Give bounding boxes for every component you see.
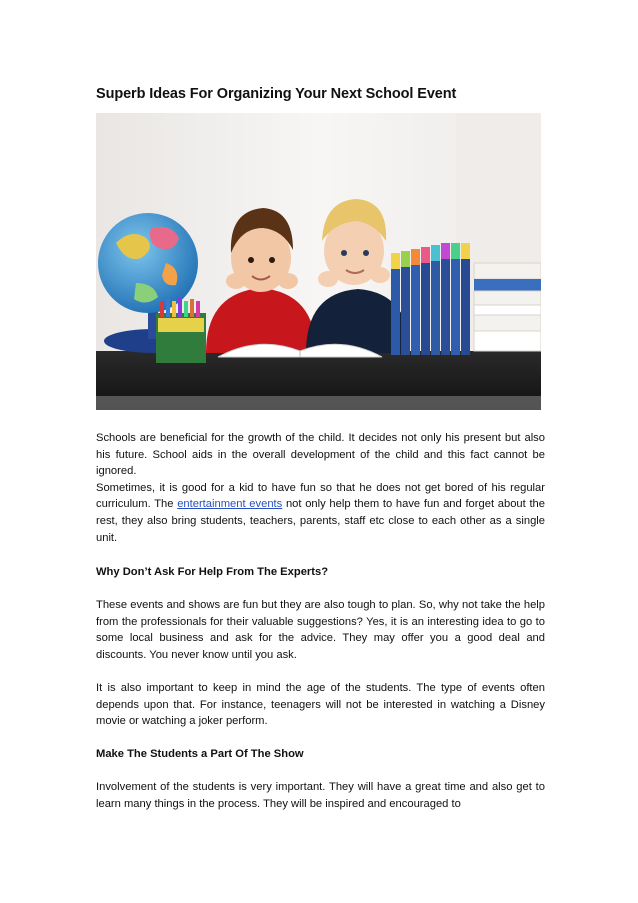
section-heading-students: Make The Students a Part Of The Show [96, 748, 304, 760]
intro-p2-end: not only help them to have fun and forget about the rest, they also bring students, teachers, parents, staff etc close to each other as a single unit. [96, 498, 546, 544]
intro-paragraph-1: Schools are beneficial for the growth of the child. It decides not only his present but also his future. School aids in the overall development of the child and this fact cannot be ignored. [96, 432, 545, 478]
hero-photo [96, 113, 541, 410]
intro-text [96, 430, 545, 546]
entertainment-events-link[interactable]: entertainment events [177, 498, 283, 511]
section2-paragraph-1: Involvement of the students is very important. They will have a great time and also get to learn many things in the process. They will be inspired and encouraged to [96, 781, 545, 810]
page-title: Superb Ideas For Organizing Your Next School Event [96, 86, 457, 102]
intro-paragraph-2 [96, 480, 545, 546]
section-heading-experts: Why Don’t Ask For Help From The Experts? [96, 566, 329, 578]
section1-paragraph-2: It is also important to keep in mind the age of the students. The type of events often depends upon that. For instance, teenagers will not be interested in watching a Disney movie or watching a joker perform. [96, 682, 545, 728]
section1-paragraph-1: These events and shows are fun but they are also tough to plan. So, why not take the help from the professionals for their valuable suggestions? Yes, it is an interesting idea to go to some local business and ask for the advice. They may offer you a good deal and discounts. You never know until you ask. [96, 599, 545, 661]
intro-p2-start: Sometimes, it is good for a kid to have fun so that he does not get bored of his regular curriculum. The [96, 481, 545, 511]
